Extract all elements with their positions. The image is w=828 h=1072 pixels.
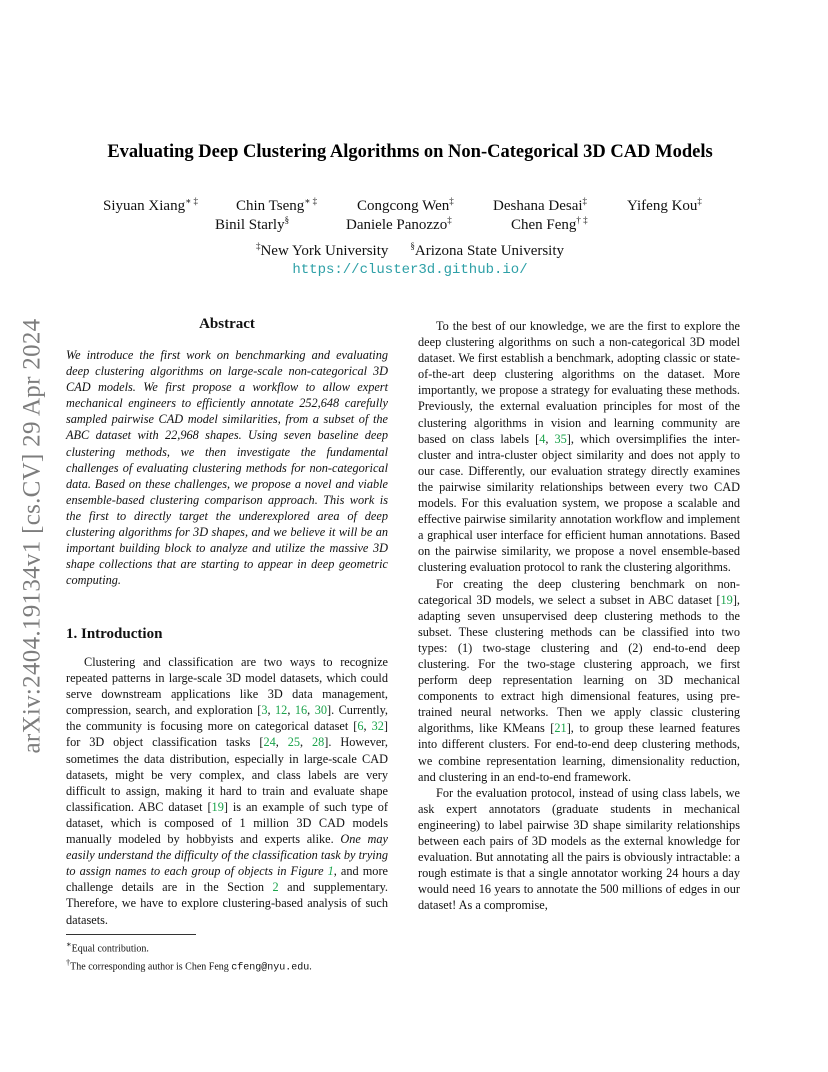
arxiv-stamp-text: arXiv:2404.19134v1 [cs.CV] 29 Apr 2024: [18, 318, 46, 754]
corresponding-email[interactable]: cfeng@nyu.edu: [231, 962, 310, 974]
right-column: [418, 318, 740, 913]
text-run: ,: [363, 719, 372, 734]
citation-link[interactable]: 19: [211, 799, 224, 814]
author-4: Deshana Desai‡: [493, 196, 588, 214]
footnote-rule: [66, 934, 196, 935]
author-6: Binil Starly§: [215, 215, 290, 233]
citation-link[interactable]: 6: [357, 719, 364, 734]
text-run: ], to group these learned features into different clusters. For end-to-end deep clustering methods, we combine representation learning, dimensionality reduction, and clustering in an end-to-end framework.: [418, 721, 740, 784]
author-1: Siyuan Xiang∗ ‡: [103, 196, 198, 214]
right-paragraph-3: [418, 785, 740, 914]
footnotes: [66, 938, 388, 975]
text-run: ,: [307, 703, 315, 718]
abstract-text: We introduce the first work on benchmarking and evaluating deep clustering algorithms on large-scale non-categorical 3D CAD models. We first propose a workflow to allow expert mechanical engineers to efficiently annotate 252,648 carefully sampled pairwise CAD model similarities, from a subset of the ABC dataset with 22,968 shapes. Using seven baseline deep clustering methods, we then investigate the fundamental challenges of evaluating clustering methods for non-categorical data. Based on these challenges, we propose a novel and viable ensemble-based clustering comparison approach. This work is the first to directly target the underexplored area of deep clustering algorithms for 3D shapes, and we believe it will be an important building block to analyze and utilize the massive 3D shape collections that are starting to appear in deep geometric computing.: [66, 348, 388, 588]
arxiv-stamp: [0, 0, 64, 1072]
footnote-equal-contribution: ∗Equal contribution.: [66, 940, 149, 955]
citation-link[interactable]: 3: [261, 703, 268, 718]
author-2: Chin Tseng∗ ‡: [236, 196, 318, 214]
affiliations: ‡New York University §Arizona State University: [255, 241, 565, 259]
text-run: For the evaluation protocol, instead of using class labels, we ask expert annotators (graduate students in mechanical engineering) to label pairwise 3D shape similarity relationships between each pairs of 3D models as the external knowledge for evaluation. But annotating all the pairs is obviously intractable: a rough estimate is that a single annotator working 24 hours a day would need 16 years to annotate the 500 millions of edges in our dataset! As a compromise,: [418, 785, 740, 913]
citation-link[interactable]: 24: [263, 735, 276, 750]
citation-link[interactable]: 28: [311, 735, 325, 750]
text-run: ] is an example of such type of dataset, which is composed of 1 million 3D CAD models manually modeled by hobbyists and experts alike.: [66, 799, 389, 847]
text-run: Clustering and classification are two ways to recognize repeated patterns in large-scale 3D model datasets, which could serve downstream applications like 3D data management, compression, search, and exploration [: [66, 655, 388, 718]
project-url[interactable]: https://cluster3d.github.io/: [292, 262, 528, 278]
text-run: ], adapting seven unsupervised deep clustering methods to the subset. These clustering methods can be classified into two types: (1) two-stage clustering and (2) end-to-end deep clustering. For the two-stage clustering approach, we first perform deep representation learning on 3D mechanical components to extract high dimensional features, using pre-trained neural networks. Then we apply classic clustering algorithms, like KMeans [: [418, 592, 740, 736]
citation-link[interactable]: 35: [554, 431, 567, 446]
abstract-heading: Abstract: [199, 316, 255, 332]
citation-link[interactable]: 30: [314, 703, 327, 718]
text-run: , and more challenge details are in the Section: [66, 864, 388, 895]
affiliation-asu: Arizona State University: [414, 243, 565, 259]
right-paragraph-1: [418, 318, 740, 576]
text-run: ,: [275, 735, 288, 750]
affiliation-nyu: New York University: [260, 243, 389, 259]
author-3: Congcong Wen‡: [357, 196, 454, 214]
text-run: ,: [287, 703, 295, 718]
citation-link[interactable]: 21: [554, 721, 567, 736]
citation-link[interactable]: 32: [371, 719, 384, 734]
citation-link[interactable]: 2: [272, 880, 279, 895]
text-run: For creating the deep clustering benchmark on non-categorical 3D models, we select a subset in ABC dataset [: [418, 576, 740, 607]
paper-title: Evaluating Deep Clustering Algorithms on Non-Categorical 3D CAD Models: [107, 142, 713, 162]
text-run: ], which oversimplifies the inter-cluster and intra-cluster object similarity and does not apply to our case. Differently, our evaluation strategy directly examines the pairwise similarity relationships between every two CAD models. For this evaluation system, we propose a scalable and effective pairwise similarity annotation workflow and implement a graphical user interface for efficient human annotations. Based on the pairwise similarity, we propose a novel ensemble-based clustering evaluation protocol to rank the clustering algorithms.: [418, 431, 740, 575]
section-heading-introduction: 1. Introduction: [66, 626, 163, 642]
text-run: ] for 3D object classification tasks [: [66, 719, 388, 750]
figure-link[interactable]: 1: [327, 864, 334, 879]
text-run: ,: [267, 703, 276, 718]
citation-link[interactable]: 4: [539, 431, 546, 446]
footnote-corresponding-author: †The corresponding author is Chen Feng cfeng@nyu.edu.: [66, 957, 312, 974]
text-run: and supplementary. Therefore, we have to explore clustering-based analysis of such datasets.: [66, 880, 388, 927]
text-run: To the best of our knowledge, we are the first to explore the deep clustering algorithms on such a non-categorical 3D model dataset. We first establish a benchmark, adopting classic or state-of-the-art deep clustering algorithms on the dataset. More importantly, we propose a strategy for evaluating these methods. Previously, the external evaluation principles for most of the clustering algorithms in vision and learning community are based on class labels [: [418, 319, 740, 446]
text-run: ,: [545, 431, 555, 446]
italic-run: One may easily understand the difficulty of the classification task by trying to assign names to each group of objects in Figure: [66, 832, 388, 879]
intro-paragraph: [66, 654, 388, 928]
author-5: Yifeng Kou‡: [627, 196, 702, 214]
author-7: Daniele Panozzo‡: [346, 215, 452, 233]
citation-link[interactable]: 16: [294, 703, 308, 718]
citation-link[interactable]: 19: [720, 592, 733, 607]
citation-link[interactable]: 12: [275, 703, 288, 718]
author-8: Chen Feng† ‡: [511, 215, 588, 233]
citation-link[interactable]: 25: [287, 735, 300, 750]
text-run: ,: [300, 735, 312, 750]
text-run: ]. However, sometimes the data distribution, especially in large-scale CAD datasets, might be very complex, and class labels are very difficult to assign, making it hard to train and evaluate shape classification. ABC dataset [: [66, 735, 388, 814]
text-run: ]. Currently, the community is focusing more on categorical dataset [: [66, 703, 389, 734]
intro-column: [66, 654, 388, 928]
right-paragraph-2: [418, 576, 740, 785]
